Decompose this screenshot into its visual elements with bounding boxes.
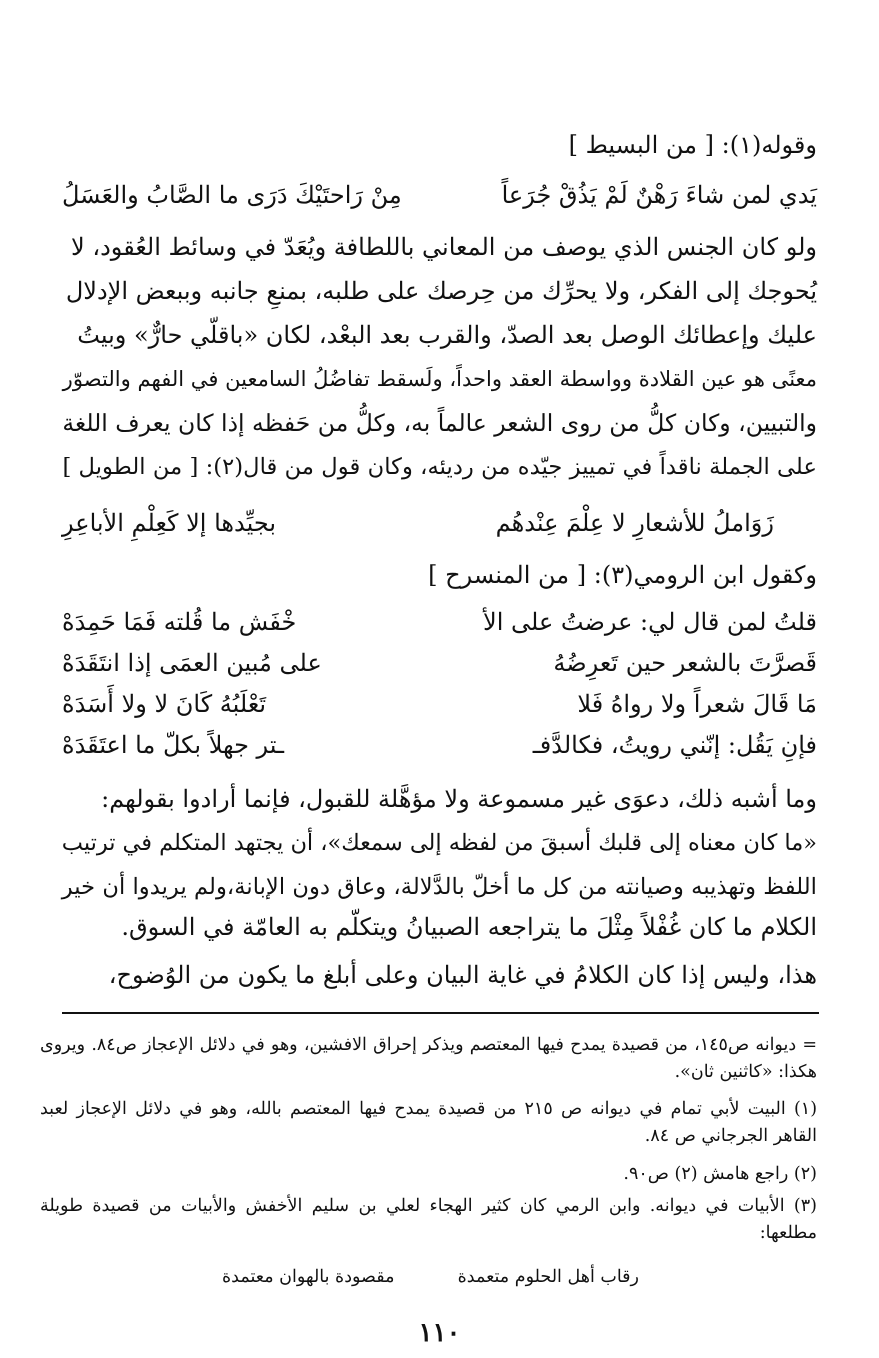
paragraph-line: على الجملة ناقداً في تمييز جيّده من رديئه، وكان قول من قال(٢): [ من الطويل ] [62,454,817,480]
paragraph-line: وما أشبه ذلك، دعوَى غير مسموعة ولا مؤهَّلة للقبول، فإنما أرادوا بقولهم: [101,785,817,813]
verse-hemistich-right: يَدي لمن شاءَ رَهْنٌ لَمْ يَذُقْ جُرَعاً [501,181,817,209]
verse-hemistich-left: على مُبين العمَى إذا انتَقَدَهْ [62,649,322,677]
verse-hemistich-left: تَعْلَبُهُ كَانَ لا ولا أَسَدَهْ [62,690,267,718]
paragraph-line: ولو كان الجنس الذي يوصف من المعاني باللطافة ويُعَدّ في وسائط العُقود، لا [71,233,817,261]
verse-hemistich-left: مقصودة بالهوان معتمدة [222,1267,395,1287]
page-number: ١١٠ [418,1318,461,1348]
verse-intro-basit: وقوله(١): [ من البسيط ] [568,131,817,159]
footnote-1: (١) البيت لأبي تمام في ديوانه ص ٢١٥ من قصيدة يمدح فيها المعتصم بالله، وهو في دلائل الإعجاز لعبد القاهر الجرجاني ص ٨٤. [40,1099,818,1146]
paragraph-line: «ما كان معناه إلى قلبك أسبقَ من لفظه إلى سمعك»، أن يجتهد المتكلم في ترتيب [61,830,817,856]
verse-hemistich-left: ـتر جهلاً بكلّ ما اعتَقَدَهْ [62,731,285,759]
verse-intro-munsarih: وكقول ابن الرومي(٣): [ من المنسرح ] [428,561,817,589]
verse-hemistich-left: مِنْ رَاحتَيْكَ دَرَى ما الصَّابُ والعَسَلُ [62,181,402,209]
footnote-2: (٢) راجع هامش (٢) ص٩٠. [623,1164,817,1184]
verse-hemistich-right: فإنِ يَقُل: إنّني رويتُ، فكالدَّفـ [532,731,817,759]
paragraph-line: معنًى هو عين القلادة وواسطة العقد واحداً، ولَسقط تفاضُلُ السامعين في الفهم والتصوّر [62,366,817,391]
footnote-continuation: = ديوانه ص١٤٥، من قصيدة يمدح فيها المعتصم ويذكر إحراق الافشين، وهو في دلائل الإعجاز ص٨٤. ويروى هكذا: «كاثنين ثان». [40,1035,818,1082]
footnote-separator [62,1012,819,1014]
verse-hemistich-right: زَوَاملُ للأشعارِ لا عِلْمَ عِنْدهُم [495,509,774,537]
verse-hemistich-right: مَا قَالَ شعراً ولا رواهُ فَلا [577,690,817,718]
verse-hemistich-left: بجيِّدها إلا كَعِلْمِ الأباعِرِ [62,509,277,537]
footnote-3: (٣) الأبيات في ديوانه. وابن الرمي كان كثير الهجاء لعلي بن سليم الأخفش والأبيات من قصيدة طويلة مطلعها: [40,1196,817,1243]
paragraph-line: الكلام ما كان غُفْلاً مِثْلَ ما يتراجعه الصبيانُ ويتكلّم به العامّة في السوق. [121,913,817,941]
verse-hemistich-right: قلتُ لمن قال لي: عرضتُ على الأ [483,608,817,636]
verse-hemistich-right: رقاب أهل الحلوم متعمدة [457,1267,639,1287]
paragraph-line: عليك وإعطائك الوصل بعد الصدّ، والقرب بعد البعْد، لكان «باقلّي حارٌّ» وبيتُ [77,321,817,349]
paragraph-line: والتبيين، وكان كلُّ من روى الشعر عالماً به، وكلُّ من حَفظه إذا كان يعرف اللغة [62,409,817,437]
verse-hemistich-right: قَصرَّتَ بالشعر حين تَعرِضُهُ [553,649,817,677]
verse-hemistich-left: خْفَش ما قُلته فَمَا حَمِدَهْ [62,608,297,636]
paragraph-line: هذا، وليس إذا كان الكلامُ في غاية البيان وعلى أبلغ ما يكون من الوُضوح، [108,961,817,989]
paragraph-line: اللفظ وتهذيبه وصيانته من كل ما أخلّ بالدَّلالة، وعاق دون الإبانة،ولم يريدوا أن خير [61,874,817,900]
paragraph-line: يُحوجك إلى الفكر، ولا يحرِّك من حِرصك على طلبه، بمنعِ جانبه وببعض الإدلال [65,277,817,305]
